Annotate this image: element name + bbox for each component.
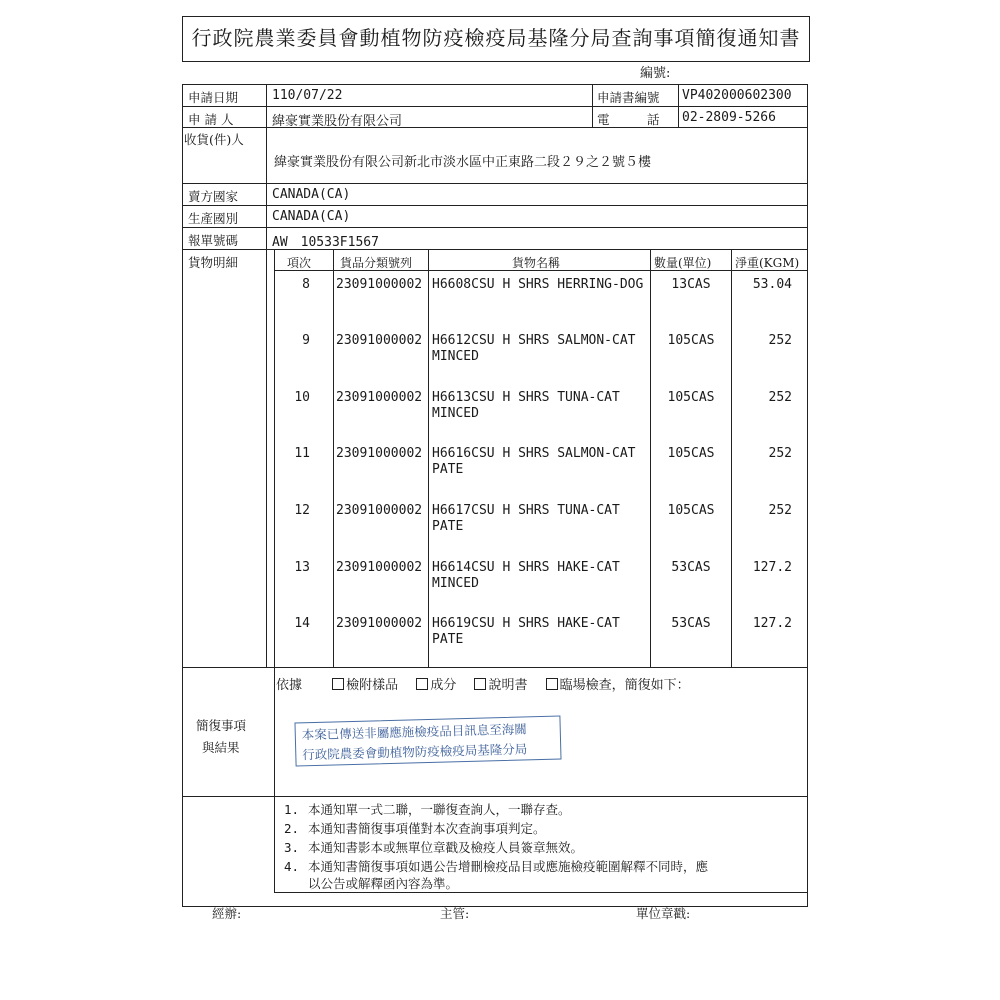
net-weight: 53.04	[752, 277, 792, 292]
column-header-quantity: 數量(單位)	[654, 256, 712, 270]
goods-name: H6619CSU H SHRS HAKE-CAT PATE	[432, 616, 620, 647]
checkbox-icon	[546, 678, 558, 690]
seller-country-value: CANADA(CA)	[272, 187, 351, 202]
item-no: 12	[294, 503, 310, 518]
goods-name: H6614CSU H SHRS HAKE-CAT MINCED	[432, 560, 620, 591]
rule	[428, 249, 429, 667]
item-no: 11	[294, 446, 310, 461]
checkbox-icon	[416, 678, 428, 690]
item-no: 10	[294, 390, 310, 405]
goods-name: H6612CSU H SHRS SALMON-CAT MINCED	[432, 333, 636, 364]
applicant-label: 申 請 人	[188, 112, 234, 127]
rule	[182, 183, 808, 184]
apply-date-value: 110/07/22	[272, 88, 343, 103]
goods-name: H6616CSU H SHRS SALMON-CAT PATE	[432, 446, 636, 477]
hs-code: 23091000002	[336, 390, 423, 405]
basis-checkbox-row	[276, 674, 690, 693]
goods-name: H6608CSU H SHRS HERRING-DOG	[432, 277, 644, 292]
seller-country-label: 賣方國家	[188, 189, 239, 204]
form-frame	[182, 84, 808, 907]
rule	[182, 667, 808, 668]
applicant-value: 緯豪實業股份有限公司	[272, 114, 403, 129]
origin-country-label: 生產國別	[188, 211, 239, 226]
hs-code: 23091000002	[336, 277, 423, 292]
note-item: 以公告或解釋函內容為準。	[308, 876, 459, 891]
supervisor-signature-label: 主管:	[440, 906, 470, 921]
quantity: 105CAS	[667, 333, 715, 348]
handler-signature-label: 經辦:	[212, 906, 242, 921]
option-sample[interactable]: 檢附樣品	[332, 678, 398, 693]
rule	[182, 796, 808, 797]
quantity: 53CAS	[671, 616, 711, 631]
rule	[182, 227, 808, 228]
note-item: 3. 本通知書影本或無單位章戳及檢疫人員簽章無效。	[284, 840, 584, 855]
reply-label-line2: 與結果	[202, 740, 240, 755]
rule	[650, 249, 651, 667]
quantity: 105CAS	[667, 390, 715, 405]
checkbox-icon	[332, 678, 344, 690]
goods-detail-label: 貨物明細	[188, 255, 239, 270]
reply-label-line1: 簡復事項	[196, 718, 247, 733]
phone-value: 02-2809-5266	[682, 110, 776, 125]
stamp-line: 本案已傳送非屬應施檢疫品目訊息至海關	[301, 721, 527, 743]
basis-label: 依據	[276, 678, 303, 693]
item-no: 13	[294, 560, 310, 575]
rule	[274, 892, 808, 893]
apply-date-label: 申請日期	[188, 90, 239, 105]
hs-code: 23091000002	[336, 503, 423, 518]
column-header-item-no: 項次	[287, 256, 312, 270]
net-weight: 252	[768, 503, 792, 518]
document-title: 行政院農業委員會動植物防疫檢疫局基隆分局查詢事項簡復通知書	[182, 16, 810, 62]
net-weight: 127.2	[752, 560, 792, 575]
document-number-label: 編號:	[640, 66, 671, 81]
column-header-hs-code: 貨品分類號列	[340, 256, 413, 270]
note-item: 4. 本通知書簡復事項如遇公告增刪檢疫品目或應施檢疫範圍解釋不同時，應	[284, 859, 709, 874]
rule	[678, 84, 679, 127]
column-header-goods-name: 貨物名稱	[512, 256, 561, 270]
item-no: 9	[302, 333, 310, 348]
rule	[182, 106, 808, 107]
net-weight: 252	[768, 333, 792, 348]
quantity: 105CAS	[667, 446, 715, 461]
declaration-no-label: 報單號碼	[188, 233, 239, 248]
hs-code: 23091000002	[336, 446, 423, 461]
goods-name: H6617CSU H SHRS TUNA-CAT PATE	[432, 503, 620, 534]
consignee-value: 緯豪實業股份有限公司新北市淡水區中正東路二段２９之２號５樓	[274, 155, 652, 170]
consignee-label: 收貨(件)人	[184, 132, 244, 147]
option-onsite-inspection[interactable]: 臨場檢查	[546, 678, 612, 693]
rule	[274, 249, 275, 667]
quantity: 13CAS	[671, 277, 711, 292]
goods-name: H6613CSU H SHRS TUNA-CAT MINCED	[432, 390, 620, 421]
column-header-net-weight: 淨重(KGM)	[735, 256, 800, 270]
rule	[333, 249, 334, 667]
quantity: 105CAS	[667, 503, 715, 518]
rule	[266, 84, 267, 183]
hs-code: 23091000002	[336, 560, 423, 575]
rule	[274, 667, 275, 892]
apply-no-label: 申請書編號	[597, 90, 660, 105]
unit-seal-label: 單位章戳:	[636, 906, 691, 921]
item-no: 8	[302, 277, 310, 292]
net-weight: 252	[768, 390, 792, 405]
origin-country-value: CANADA(CA)	[272, 209, 351, 224]
quantity: 53CAS	[671, 560, 711, 575]
hs-code: 23091000002	[336, 333, 423, 348]
option-ingredient[interactable]: 成分	[416, 678, 456, 693]
hs-code: 23091000002	[336, 616, 423, 631]
basis-suffix: ，簡復如下：	[611, 678, 690, 693]
stamp-line: 行政院農委會動植物防疫檢疫局基隆分局	[302, 741, 528, 763]
option-manual[interactable]: 說明書	[474, 678, 527, 693]
rule	[592, 84, 593, 127]
checkbox-icon	[474, 678, 486, 690]
note-item: 1. 本通知單一式二聯，一聯復查詢人，一聯存查。	[284, 802, 571, 817]
apply-no-value: VP402000602300	[682, 88, 792, 103]
official-stamp	[294, 716, 561, 767]
rule	[182, 205, 808, 206]
net-weight: 252	[768, 446, 792, 461]
phone-label: 電 話	[597, 112, 660, 127]
note-item: 2. 本通知書簡復事項僅對本次查詢事項判定。	[284, 821, 546, 836]
item-no: 14	[294, 616, 310, 631]
rule	[266, 183, 267, 667]
declaration-no-value: AW 10533F1567	[272, 235, 379, 250]
net-weight: 127.2	[752, 616, 792, 631]
